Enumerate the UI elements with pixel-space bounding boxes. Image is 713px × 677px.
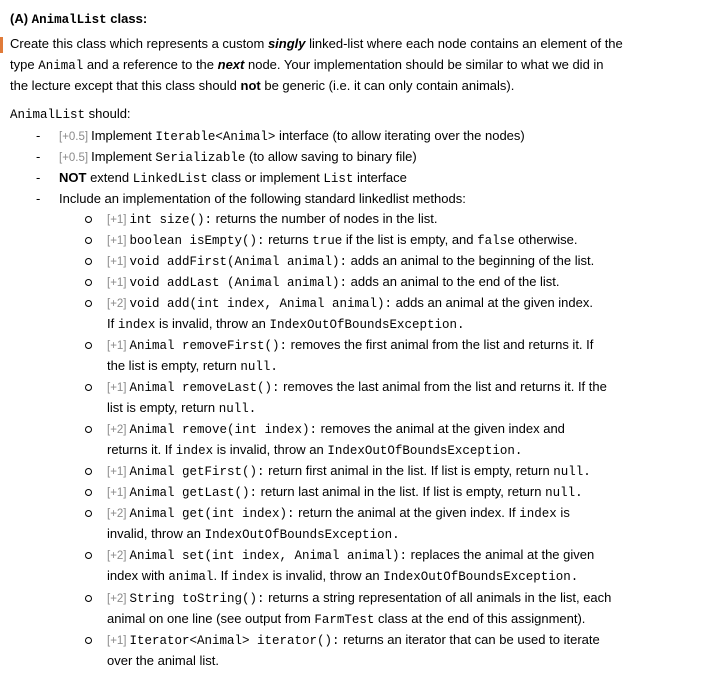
requirement-serializable: [+0.5] Implement Serializable (to allow saving to binary file) xyxy=(59,149,417,165)
method-get-cont: invalid, throw an IndexOutOfBoundsException. xyxy=(107,526,400,542)
method-removelast-cont: list is empty, return null. xyxy=(107,400,257,416)
circle-bullet xyxy=(85,237,92,244)
method-addfirst: [+1] void addFirst(Animal animal): adds an animal to the beginning of the list. xyxy=(107,253,595,269)
intro-line-3: the lecture except that this class should not be generic (i.e. it can only contain animals). xyxy=(10,78,515,93)
class-name-code: AnimalList xyxy=(31,13,107,27)
method-tostring-cont: animal on one line (see output from FarmTest class at the end of this assignment). xyxy=(107,611,586,627)
circle-bullet xyxy=(85,637,92,644)
method-set-cont: index with animal. If index is invalid, throw an IndexOutOfBoundsException. xyxy=(107,568,579,584)
method-iterator-cont: over the animal list. xyxy=(107,653,219,668)
method-addlast: [+1] void addLast (Animal animal): adds an animal to the end of the list. xyxy=(107,274,560,290)
section-heading: (A) AnimalList class: xyxy=(10,11,148,27)
dash-bullet: - xyxy=(36,149,41,164)
method-add-cont: If index is invalid, throw an IndexOutOfBoundsException. xyxy=(107,316,465,332)
method-get: [+2] Animal get(int index): return the animal at the given index. If index is xyxy=(107,505,570,521)
circle-bullet xyxy=(85,384,92,391)
left-margin-marker xyxy=(0,37,3,53)
circle-bullet xyxy=(85,489,92,496)
intro-line-2: type Animal and a reference to the next node. Your implementation should be similar to what we did in xyxy=(10,57,604,73)
intro-line-1: Create this class which represents a custom singly linked-list where each node contains an element of the xyxy=(10,36,623,51)
circle-bullet xyxy=(85,595,92,602)
circle-bullet xyxy=(85,510,92,517)
method-remove: [+2] Animal remove(int index): removes the animal at the given index and xyxy=(107,421,565,437)
circle-bullet xyxy=(85,552,92,559)
method-removefirst-cont: the list is empty, return null. xyxy=(107,358,278,374)
circle-bullet xyxy=(85,216,92,223)
method-removelast: [+1] Animal removeLast(): removes the last animal from the list and returns it. If the xyxy=(107,379,607,395)
circle-bullet xyxy=(85,300,92,307)
method-getfirst: [+1] Animal getFirst(): return first animal in the list. If list is empty, return null. xyxy=(107,463,591,479)
circle-bullet xyxy=(85,279,92,286)
requirement-not-extend: NOT extend LinkedList class or implement List interface xyxy=(59,170,407,186)
method-size: [+1] int size(): returns the number of nodes in the list. xyxy=(107,211,438,227)
method-add: [+2] void add(int index, Animal animal): adds an animal at the given index. xyxy=(107,295,593,311)
method-tostring: [+2] String toString(): returns a string representation of all animals in the list, each xyxy=(107,590,612,606)
method-iterator: [+1] Iterator<Animal> iterator(): returns an iterator that can be used to iterate xyxy=(107,632,600,648)
dash-bullet: - xyxy=(36,170,41,185)
requirement-methods: Include an implementation of the following standard linkedlist methods: xyxy=(59,191,466,206)
method-removefirst: [+1] Animal removeFirst(): removes the first animal from the list and returns it. If xyxy=(107,337,594,353)
dash-bullet: - xyxy=(36,191,41,206)
method-getlast: [+1] Animal getLast(): return last animal in the list. If list is empty, return null. xyxy=(107,484,583,500)
circle-bullet xyxy=(85,342,92,349)
circle-bullet xyxy=(85,468,92,475)
circle-bullet xyxy=(85,426,92,433)
requirement-iterable: [+0.5] Implement Iterable<Animal> interface (to allow iterating over the nodes) xyxy=(59,128,525,144)
circle-bullet xyxy=(85,258,92,265)
method-set: [+2] Animal set(int index, Animal animal): replaces the animal at the given xyxy=(107,547,595,563)
should-label: AnimalList should: xyxy=(10,106,131,122)
method-isempty: [+1] boolean isEmpty(): returns true if the list is empty, and false otherwise. xyxy=(107,232,578,248)
method-remove-cont: returns it. If index is invalid, throw an IndexOutOfBoundsException. xyxy=(107,442,523,458)
dash-bullet: - xyxy=(36,128,41,143)
